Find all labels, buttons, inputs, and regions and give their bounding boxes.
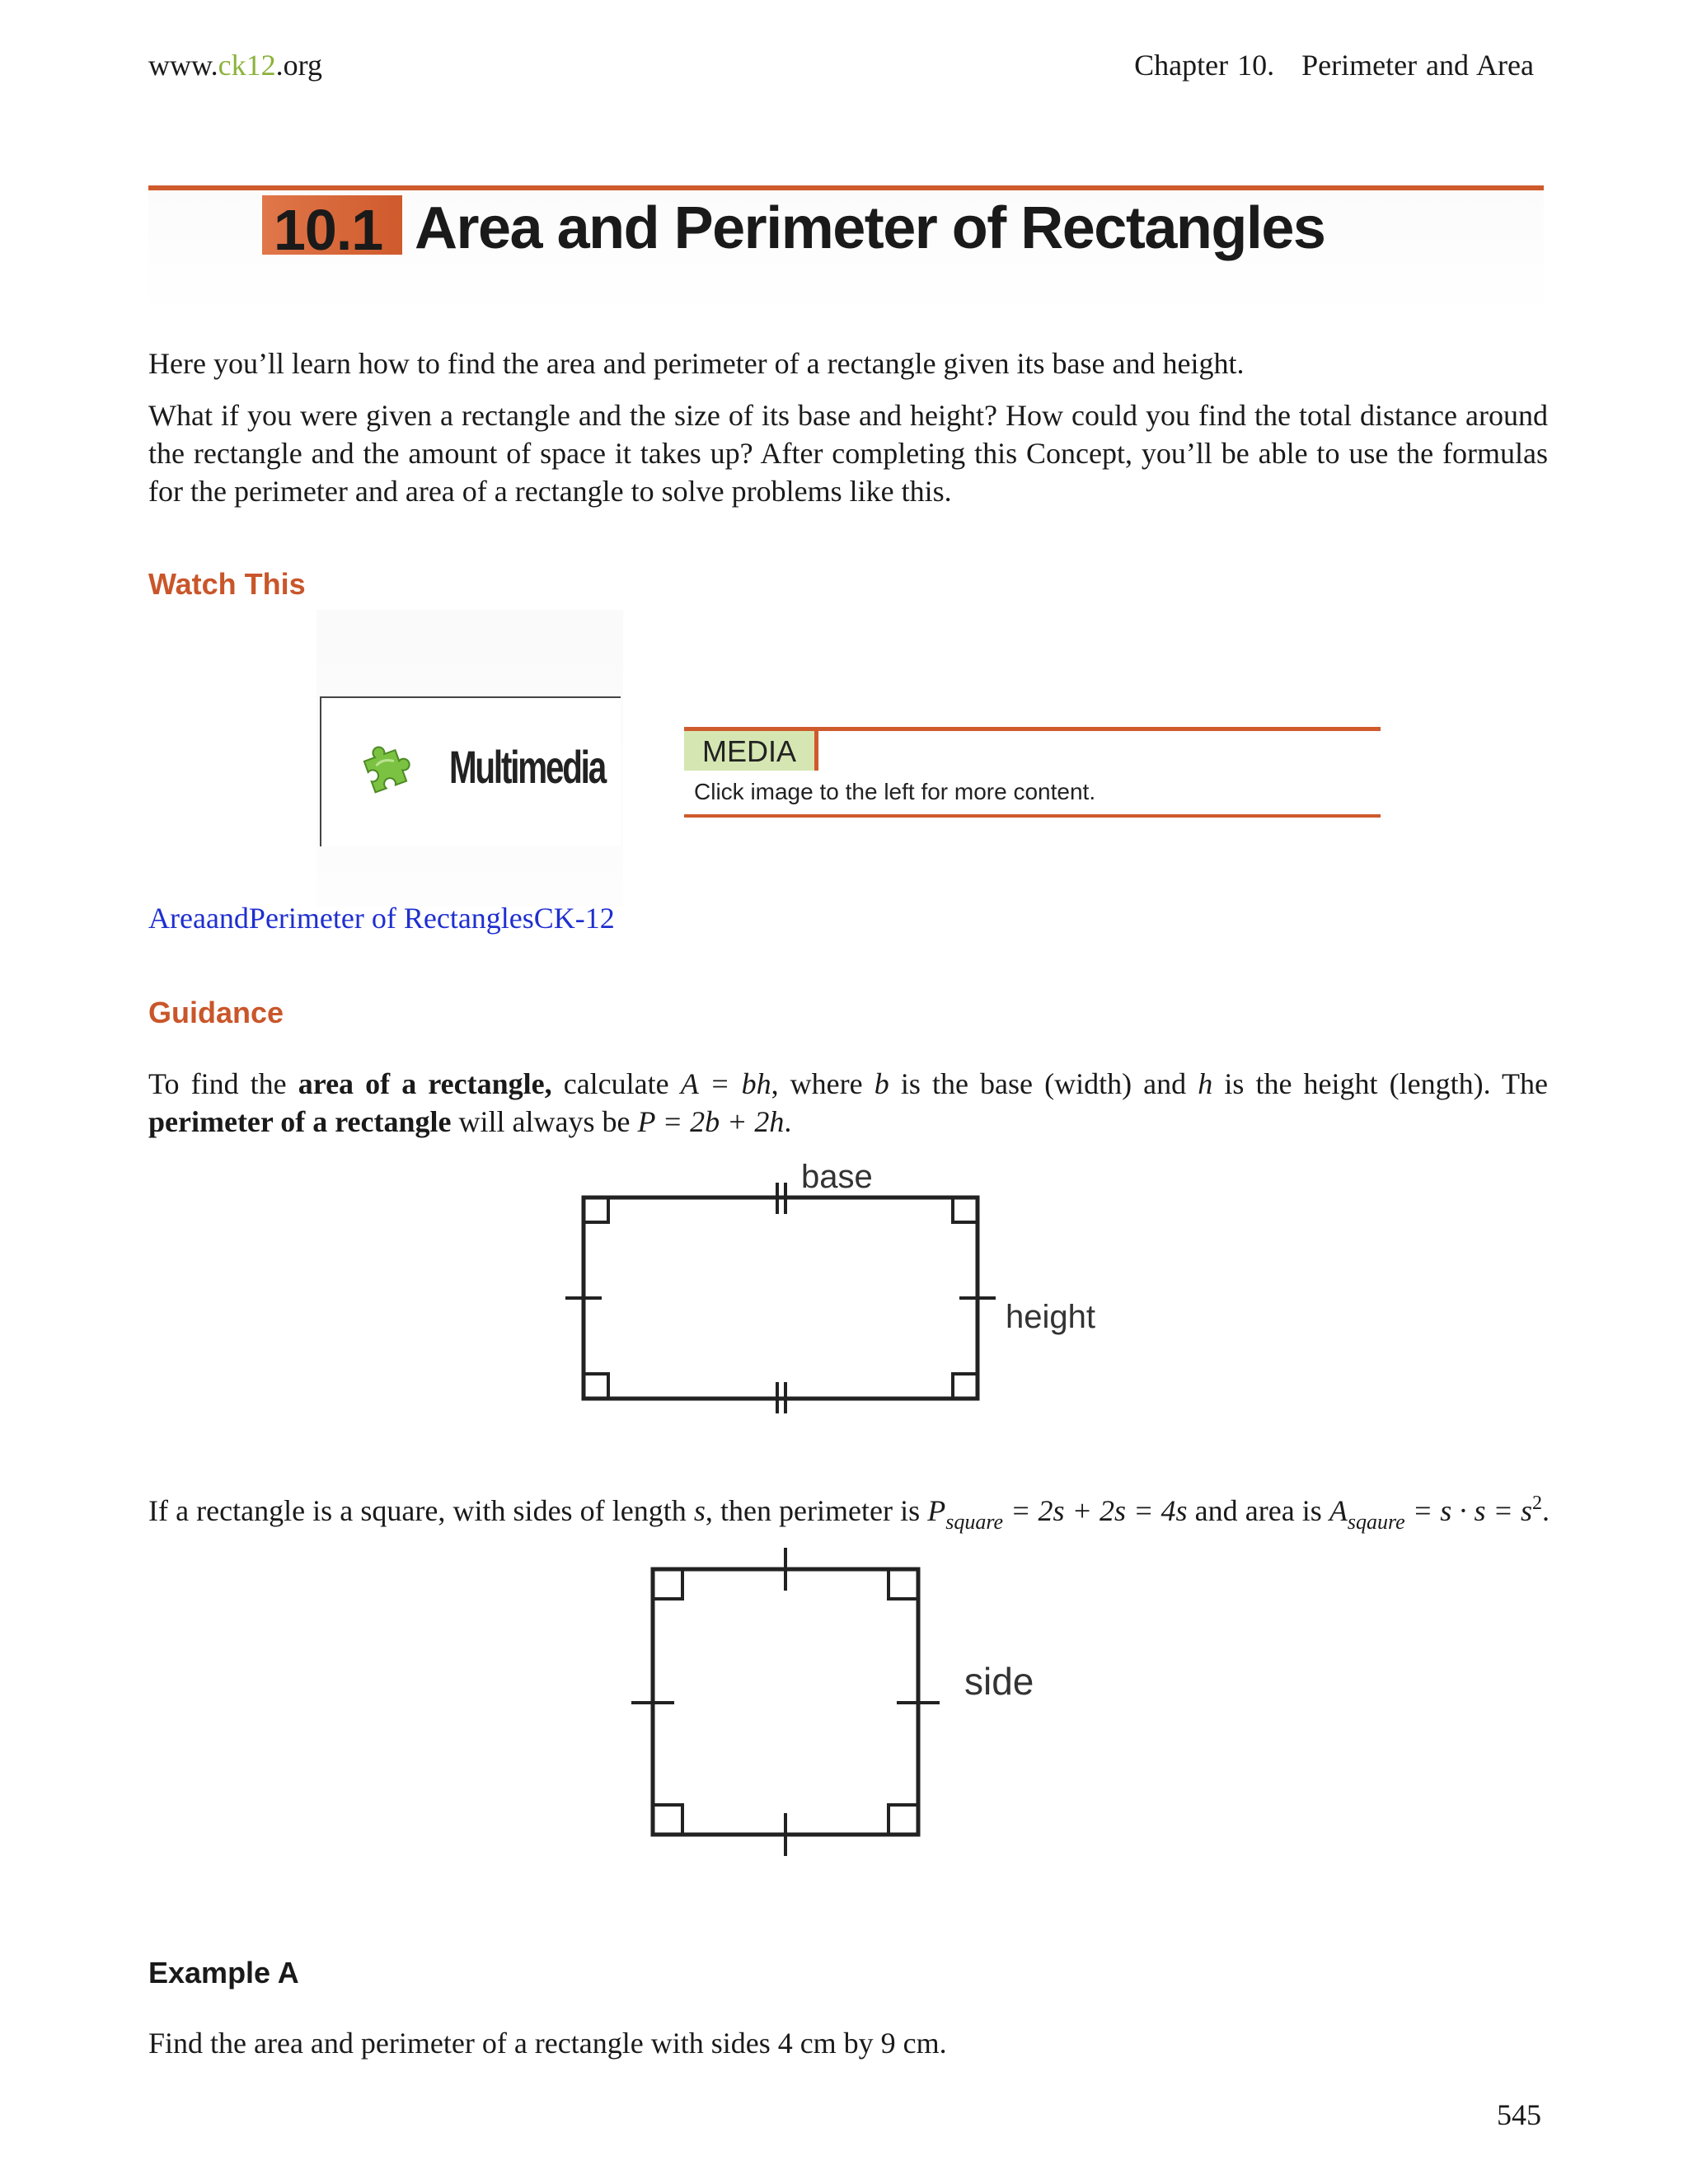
text-run: . [1541,1494,1550,1527]
base-label: base [801,1159,873,1195]
section-number-badge [262,195,402,262]
media-tag-label: MEDIA [702,734,797,768]
subscript: sqaure [1347,1510,1405,1534]
height-label: height [1006,1299,1095,1335]
variable: b [874,1067,889,1100]
site-url-suffix: .org [275,49,322,82]
right-angle-mark [953,1374,978,1399]
area-formula: A = bh [680,1067,771,1100]
paragraph-line: What if you were given a rectangle and the size of its base and height? How could you find the total distance around [148,399,1548,432]
bold-term: area of a rectangle, [298,1067,552,1100]
text-run: To find the [148,1067,298,1100]
page-number: 545 [1497,2098,1541,2131]
right-angle-mark [953,1197,978,1222]
square-diagram [618,1541,1080,1871]
media-rule-bottom [684,814,1381,818]
text-run: and area is [1187,1494,1329,1527]
text-run: is the base (width) and [889,1067,1198,1100]
rectangle-shape [584,1197,978,1399]
superscript: 2 [1531,1493,1542,1514]
puzzle-icon[interactable] [360,738,423,800]
guidance-paragraph [148,1065,1548,1141]
title-rule [148,185,1544,190]
example-a-heading: Example A [148,1956,299,1990]
media-note: Click image to the left for more content. [694,779,1096,804]
text-run: . [784,1105,792,1138]
right-angle-mark [653,1569,682,1599]
site-url[interactable] [148,48,322,82]
perimeter-formula: P = 2b + 2h [637,1105,785,1138]
right-angle-mark [889,1805,918,1835]
site-url-brand: ck12 [218,49,276,82]
video-link[interactable]: AreaandPerimeter of RectanglesCK-12 [148,902,615,935]
intro-text: Here you’ll learn how to find the area and perimeter of a rectangle given its base and height. [148,347,1245,380]
variable: h [1198,1067,1213,1100]
right-angle-mark [889,1569,918,1599]
text-run: will always be [451,1105,638,1138]
site-url-prefix: www. [148,49,218,82]
right-angle-mark [584,1197,608,1222]
text-run: calculate [551,1067,681,1100]
text-run: If a rectangle is a square, with sides of length [148,1494,694,1527]
right-angle-mark [653,1805,682,1835]
side-label: side [964,1660,1034,1703]
bold-term: perimeter of a rectangle [148,1105,452,1138]
variable: A [1329,1494,1348,1527]
rectangle-diagram [560,1158,1121,1430]
paragraph-line: for the perimeter and area of a rectangle to solve problems like this. [148,475,952,508]
media-tag [684,731,818,771]
text-run: is the height (length). The [1212,1067,1548,1100]
paragraph-line: the rectangle and the amount of space it takes up? After completing this Concept, you’ll be able to use the formulas [148,437,1548,470]
variable: P [927,1494,946,1527]
example-a-text: Find the area and perimeter of a rectangle with sides 4 cm by 9 cm. [148,2027,947,2060]
multimedia-label[interactable]: Multimedia [449,741,605,793]
paragraph-line [148,1103,1548,1141]
text-run: , where [771,1067,874,1100]
right-angle-mark [584,1374,608,1399]
paragraph-line [148,1065,1548,1103]
chapter-header: Chapter 10. Perimeter and Area [1134,49,1534,82]
intro-paragraph [148,396,1548,510]
square-paragraph [148,1492,1550,1534]
page-title: Area and Perimeter of Rectangles [415,195,1325,261]
square-area-formula: = s · s = s [1404,1494,1532,1527]
variable: s [693,1494,706,1527]
section-number: 10.1 [274,198,383,262]
subscript: square [945,1510,1004,1534]
text-run: , then perimeter is [705,1494,928,1527]
watch-this-heading: Watch This [148,567,306,601]
square-perimeter-formula: = 2s + 2s = 4s [1003,1494,1188,1527]
paragraph-line [148,1492,1550,1534]
guidance-heading: Guidance [148,996,284,1029]
square-shape [653,1569,918,1835]
